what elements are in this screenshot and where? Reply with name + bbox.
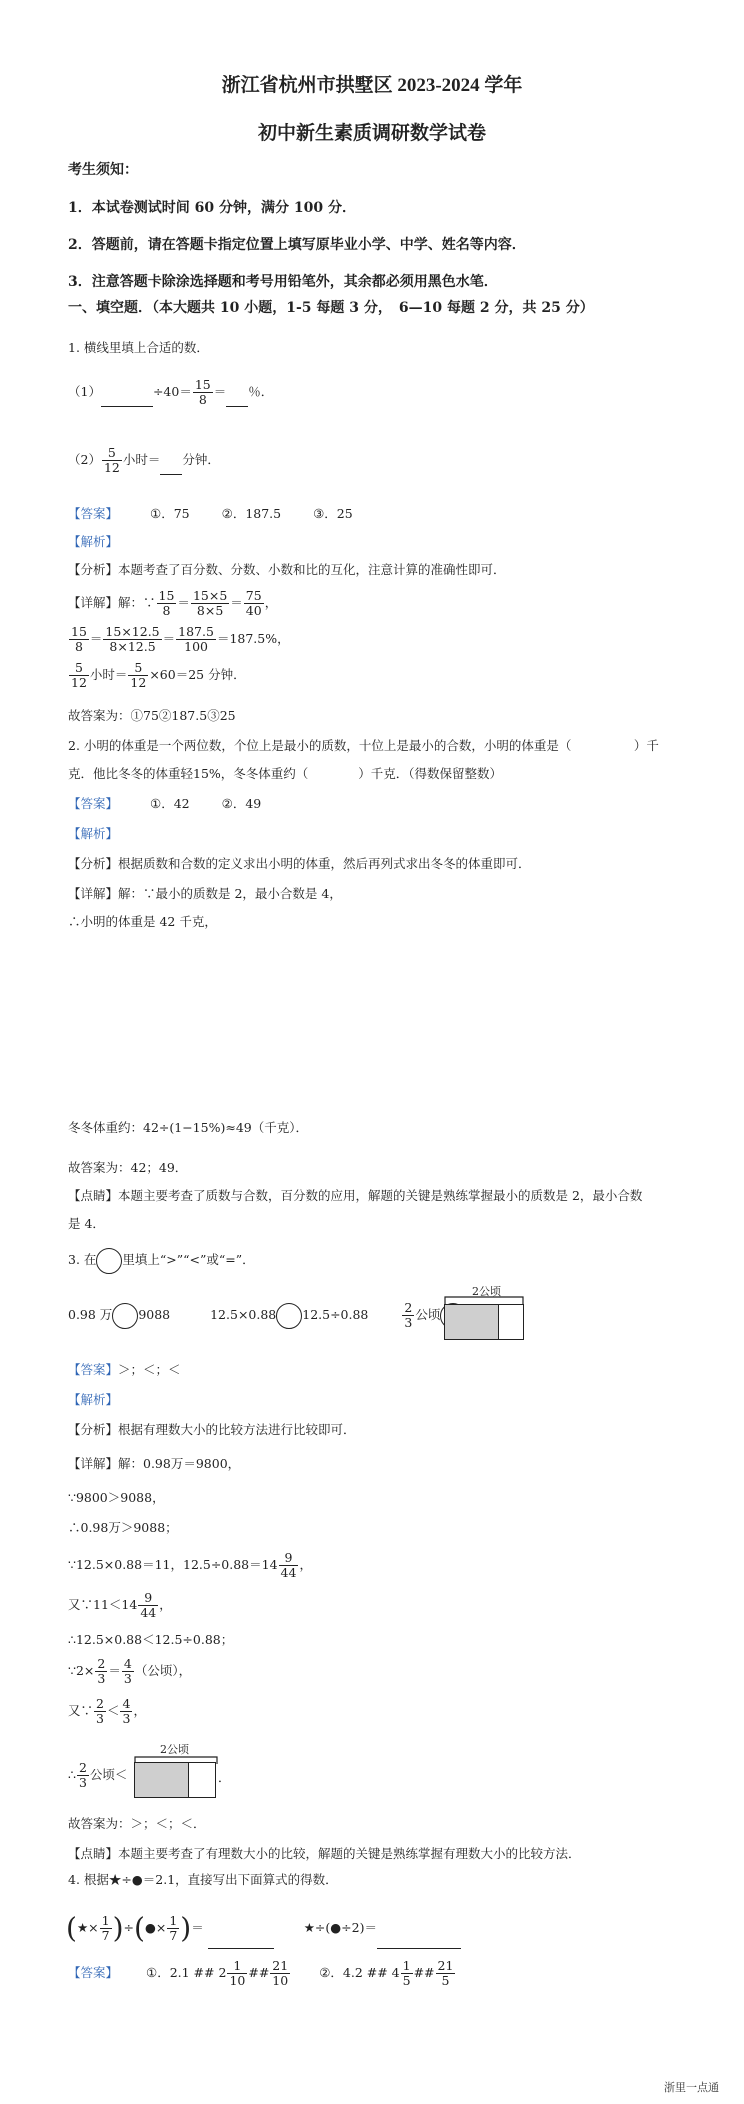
solution-line xyxy=(68,1590,172,1620)
fraction: $\frac{2}{3}$ xyxy=(78,1760,87,1790)
box-label: 2公顷 xyxy=(472,1285,501,1298)
solution-text: 公顷＜ xyxy=(89,1767,128,1782)
shaded-region xyxy=(445,1305,499,1339)
fraction: $\frac{2}{3}$ xyxy=(97,1656,106,1686)
answer-value: ①．75 xyxy=(150,506,190,521)
fraction: $\frac{4}{3}$ xyxy=(122,1696,131,1726)
solution-text: ， xyxy=(133,1703,146,1718)
watermark: 浙里一点通 xyxy=(664,2081,719,2094)
blank-line xyxy=(226,406,248,407)
expr-text: ★× xyxy=(76,1920,99,1935)
solution-text: ∴ xyxy=(68,1767,76,1782)
remark-text: 是 4． xyxy=(68,1216,105,1231)
solution-text: ＝187.5%， xyxy=(216,631,290,646)
fraction: $\frac{1}{5}$ xyxy=(402,1958,411,1988)
expr-text: ÷ xyxy=(123,1920,134,1935)
solution-text: 又∵11＜14 xyxy=(68,1597,138,1612)
answer-tag: 【答案】 xyxy=(68,1965,119,1980)
solution-text: ， xyxy=(159,1597,172,1612)
area-diagram xyxy=(444,1304,524,1340)
expr-text: 分钟． xyxy=(182,452,220,467)
solution-text: （公顷）， xyxy=(134,1663,192,1678)
compare-circle xyxy=(96,1248,122,1274)
analysis-tag: 【解析】 xyxy=(68,1392,119,1407)
expr-text: ＝ xyxy=(213,384,227,399)
solution-line: 【详解】解：∵ $\frac{15}{8}$ ＝ $\frac{15\times 5}{8\times 5}$ ＝ $\frac{75}{40}$ ， xyxy=(68,588,278,618)
expr-text: ●× xyxy=(144,1920,167,1935)
answer-tag: 【答案】 xyxy=(68,796,119,811)
part-label: （1） xyxy=(68,384,101,399)
fraction: $\frac{9}{44}$ xyxy=(140,1590,157,1620)
q1-part2 xyxy=(68,446,220,475)
paren-left: ( xyxy=(134,1911,145,1945)
answer-value: ②．187.5 xyxy=(221,506,282,521)
notice-item: 1．本试卷测试时间 60 分钟，满分 100 分． xyxy=(68,200,356,216)
q4-expressions xyxy=(66,1908,461,1949)
paren-left: ( xyxy=(66,1911,77,1945)
analysis-text: 【分析】本题考查了百分数、分数、小数和比的互化，注意计算的准确性即可． xyxy=(68,562,506,577)
final-answer: 故答案为：42；49． xyxy=(68,1160,188,1175)
analysis-tag: 【解析】 xyxy=(68,534,119,549)
compare-left: 公顷 xyxy=(415,1307,441,1322)
answer-value: ②．49 xyxy=(221,796,262,811)
final-answer: 故答案为：①75②187.5③25 xyxy=(68,708,236,723)
fraction: $\frac{9}{44}$ xyxy=(280,1550,297,1580)
solution-text: 小时＝ xyxy=(89,667,128,682)
answer-tag: 【答案】 xyxy=(68,506,119,521)
solution-text: ＝ xyxy=(108,1663,121,1678)
compare-left: 0.98 万 xyxy=(68,1307,113,1322)
answer-tag: 【答案】 xyxy=(68,1362,119,1377)
solution-text: ． xyxy=(218,1770,231,1785)
solution-line: 【详解】解：∵最小的质数是 2，最小合数是 4， xyxy=(68,886,342,901)
solution-text: ， xyxy=(299,1557,312,1572)
paren-right: ) xyxy=(112,1911,124,1945)
solution-text: ＜ xyxy=(106,1703,120,1718)
stem-text: 里填上“>”“<”或“=”． xyxy=(122,1252,255,1267)
solution-text: 又∵ xyxy=(68,1703,94,1718)
solution-line: 冬冬体重约：42÷(1−15%)≈49（千克）． xyxy=(68,1120,308,1135)
part-label: （2） xyxy=(68,452,101,467)
answer-value: ## xyxy=(413,1965,435,1980)
solution-text: ×60＝25 分钟． xyxy=(149,667,246,682)
remark-text: 【点睛】本题主要考查了有理数大小的比较，解题的关键是熟练掌握有理数大小的比较方法． xyxy=(68,1846,581,1861)
blank-line xyxy=(160,474,182,475)
compare-circle xyxy=(112,1303,138,1329)
expr-text: ％． xyxy=(248,384,274,399)
final-answer: 故答案为：＞；＜；＜． xyxy=(68,1816,206,1831)
answer-value: ①．2.1 ## 2 xyxy=(146,1965,227,1980)
solution-line: ∴小明的体重是 42 千克， xyxy=(68,914,217,929)
solution-line: ∴12.5×0.88＜12.5÷0.88； xyxy=(68,1632,234,1647)
answer-value: ## xyxy=(248,1965,270,1980)
shaded-region xyxy=(135,1763,189,1797)
stem-text: 3. 在 xyxy=(68,1252,97,1267)
solution-line xyxy=(68,1696,146,1726)
compare-circle xyxy=(276,1303,302,1329)
fraction: $\frac{5}{12}$ xyxy=(103,445,120,475)
fraction: $\frac{2}{3}$ xyxy=(96,1696,104,1726)
solution-line xyxy=(68,1760,127,1790)
fraction: $\frac{5}{12}$ xyxy=(71,660,87,690)
solution-line xyxy=(68,1550,312,1580)
answer-value: ＞；＜；＜ xyxy=(118,1362,181,1377)
fraction: $\frac{15\times 5}{8\times 5}$ xyxy=(192,588,228,618)
question-stem: 4. 根据★÷●＝2.1，直接写出下面算式的得数． xyxy=(68,1872,338,1887)
fraction: $\frac{15}{8}$ xyxy=(71,624,87,654)
fraction: $\frac{21}{10}$ xyxy=(272,1958,289,1988)
fraction: $\frac{4}{3}$ xyxy=(123,1656,132,1686)
expr-text: 小时＝ xyxy=(122,452,161,467)
expr-text: ★÷(●÷2)＝ xyxy=(303,1920,377,1935)
question-stem: 1. 横线里填上合适的数． xyxy=(68,340,209,355)
solution-line: $\frac{15}{8}$ ＝ $\frac{15\times 12.5}{8\times 12.5}$ ＝ $\frac{187.5}{100}$ ＝187.5%， xyxy=(71,624,290,654)
exam-subtitle: 初中新生素质调研数学试卷 xyxy=(257,123,486,144)
answer-row xyxy=(68,506,353,522)
question-stem: 克．他比冬冬的体重轻15%，冬冬体重约（ ）千克．（得数保留整数） xyxy=(68,766,503,781)
compare-row xyxy=(68,1300,466,1330)
expr-text: ÷40＝ xyxy=(152,384,192,399)
analysis-tag: 【解析】 xyxy=(68,826,119,841)
exam-title: 浙江省杭州市拱墅区 2023-2024 学年 xyxy=(221,75,523,96)
fraction: $\frac{187.5}{100}$ xyxy=(178,624,214,654)
fraction: $\frac{21}{5}$ xyxy=(437,1958,454,1988)
notice-item: 3．注意答题卡除涂选择题和考号用铅笔外，其余都必须用黑色水笔． xyxy=(68,274,498,290)
solution-line: 【详解】解：0.98万＝9800， xyxy=(68,1456,241,1471)
compare-right: 12.5÷0.88 xyxy=(302,1307,369,1322)
remark-text: 【点睛】本题主要考查了质数与合数，百分数的应用，解题的关键是熟练掌握最小的质数是 2，最小合数 xyxy=(68,1188,643,1203)
notice-item: 2．答题前，请在答题卡指定位置上填写原毕业小学、中学、姓名等内容． xyxy=(68,237,526,253)
fraction: $\frac{2}{3}$ xyxy=(404,1300,413,1330)
paren-right: ) xyxy=(180,1911,192,1945)
notice-heading: 考生须知： xyxy=(68,162,138,178)
answer-value: ③．25 xyxy=(313,506,353,521)
box-label: 2公顷 xyxy=(160,1743,189,1756)
fraction: $\frac{5}{12}$ xyxy=(130,660,147,690)
blank-line xyxy=(377,1948,461,1949)
blank-line xyxy=(101,406,153,407)
fraction: $\frac{1}{10}$ xyxy=(229,1958,246,1988)
fraction: $\frac{75}{40}$ xyxy=(245,588,262,618)
solution-line: ∵9800＞9088， xyxy=(68,1490,165,1505)
fraction: $\frac{1}{7}$ xyxy=(101,1913,110,1943)
compare-left: 12.5×0.88 xyxy=(210,1307,277,1322)
solution-text: 【详解】解：∵ xyxy=(68,595,156,610)
q1-part1 xyxy=(68,378,273,407)
fraction: $\frac{15\times 12.5}{8\times 12.5}$ xyxy=(105,624,160,654)
answer-row xyxy=(68,1362,181,1378)
section-heading: 一、填空题．（本大题共 10 小题，1-5 每题 3 分， 6—10 每题 2 分，共 25 分） xyxy=(68,300,594,316)
answer-row xyxy=(68,796,261,812)
fraction: $\frac{1}{7}$ xyxy=(169,1913,178,1943)
question-stem: 2. 小明的体重是一个两位数，个位上是最小的质数，十位上是最小的合数，小明的体重是（ ）千 xyxy=(68,738,659,753)
solution-line xyxy=(68,660,246,690)
solution-line: ∴0.98万＞9088； xyxy=(68,1520,178,1535)
fraction: $\frac{15}{8}$ xyxy=(194,377,211,407)
question-stem xyxy=(68,1246,255,1274)
answer-row xyxy=(68,1958,456,1988)
analysis-text: 【分析】根据质数和合数的定义求出小明的体重，然后再列式求出冬冬的体重即可． xyxy=(68,856,531,871)
solution-line xyxy=(68,1656,191,1686)
fraction: $\frac{15}{8}$ xyxy=(158,588,175,618)
solution-text: ∵12.5×0.88＝11，12.5÷0.88＝14 xyxy=(68,1557,278,1572)
analysis-text: 【分析】根据有理数大小的比较方法进行比较即可． xyxy=(68,1422,356,1437)
answer-value: ②．4.2 ## 4 xyxy=(319,1965,400,1980)
blank-line xyxy=(208,1948,274,1949)
expr-text: ＝ xyxy=(191,1920,204,1935)
solution-text: ∵2× xyxy=(68,1663,95,1678)
answer-value: ①．42 xyxy=(150,796,190,811)
area-diagram xyxy=(134,1762,216,1798)
compare-right: 9088 xyxy=(138,1307,171,1322)
